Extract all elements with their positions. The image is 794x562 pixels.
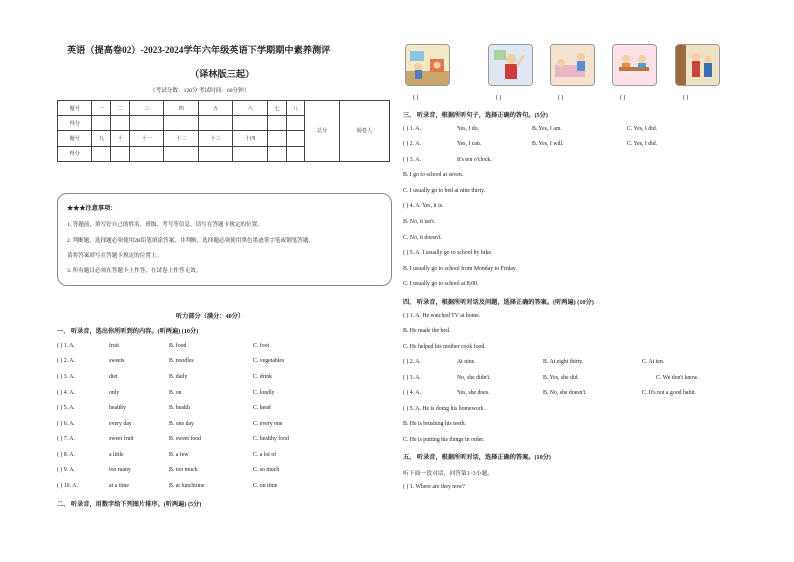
question-number[interactable]: ( ) 7. A.: [57, 436, 75, 442]
picture-blank[interactable]: ( ): [496, 95, 502, 101]
score-blank[interactable]: [267, 116, 286, 131]
score-table-total: 总分: [305, 101, 339, 162]
score-table-cell: 七: [267, 101, 286, 116]
picture-3: [550, 44, 595, 86]
option-c[interactable]: C. so much: [253, 467, 280, 473]
option-c[interactable]: C. We don't know.: [656, 375, 699, 381]
question-number[interactable]: ( ) 5. A.: [57, 405, 75, 411]
score-blank[interactable]: [164, 116, 198, 131]
option-a[interactable]: fruit: [109, 343, 119, 349]
option-b[interactable]: B. at lunchtime: [169, 483, 205, 489]
score-blank[interactable]: [198, 116, 232, 131]
score-table-cell: 九: [92, 131, 111, 146]
option-b[interactable]: B. I usually go to school from Monday to Friday.: [403, 266, 517, 272]
family-living-room-illustration: [406, 45, 449, 85]
score-blank[interactable]: [286, 116, 305, 131]
option-b[interactable]: B. He made the bed.: [403, 328, 451, 334]
notice-title: ★★★注意事项：: [67, 205, 117, 212]
score-blank: [286, 146, 305, 161]
option-b[interactable]: B. sweet food: [169, 436, 202, 442]
score-table-cell: 二: [111, 101, 130, 116]
option-b[interactable]: B. He is brushing his teeth.: [403, 421, 466, 427]
child-in-bed-illustration: [551, 45, 594, 85]
option-b[interactable]: B. a few: [169, 452, 189, 458]
option-a[interactable]: every day: [109, 421, 132, 427]
question-number[interactable]: ( ) 2. A.: [403, 141, 421, 147]
option-c[interactable]: C. At ten.: [642, 359, 665, 365]
option-c[interactable]: C. on time: [253, 483, 278, 489]
score-table-cell: 一: [92, 101, 111, 116]
option-b[interactable]: B. food: [169, 343, 187, 349]
option-c[interactable]: C. loudly: [253, 390, 275, 396]
score-table-cell: 十: [111, 131, 130, 146]
score-table-label: 题号: [58, 131, 92, 146]
score-table-cell: 八: [286, 101, 305, 116]
option-a[interactable]: sweets: [109, 358, 125, 364]
notice-box: [57, 193, 392, 286]
family-greeting-illustration: [676, 45, 719, 85]
option-a[interactable]: At nine.: [457, 359, 476, 365]
score-blank[interactable]: [92, 146, 111, 161]
score-table: [57, 100, 390, 162]
section4-title: 四、 听录音，根据所听对话及问题，选择正确的答案。(听两遍) (10分): [403, 299, 594, 306]
exam-subtitle: （译林版三起）: [190, 69, 255, 79]
section1-title: 一、 听录音，选出你所听到的内容。(听两遍) (10分): [57, 328, 199, 335]
score-table-cell: 六: [233, 101, 267, 116]
picture-5: [675, 44, 720, 86]
picture-2: [488, 44, 533, 86]
option-b[interactable]: B. No, it isn't.: [403, 219, 436, 225]
picture-1: [405, 44, 450, 86]
picture-blank[interactable]: ( ): [413, 95, 419, 101]
score-table-cell: 五: [198, 101, 232, 116]
question-line[interactable]: ( ) 1. A. He watched TV at home.: [403, 313, 481, 319]
score-blank: [267, 146, 286, 161]
score-table-cell: 四: [164, 101, 198, 116]
question-number[interactable]: ( ) 4. A.: [403, 390, 421, 396]
question-number[interactable]: ( ) 6. A.: [57, 421, 75, 427]
option-a[interactable]: No, she didn't.: [457, 375, 491, 381]
question-number[interactable]: ( ) 2. A.: [57, 358, 75, 364]
score-table-label: 题号: [58, 101, 92, 116]
picture-blank[interactable]: ( ): [683, 95, 689, 101]
listening-header: 听力部分（满分：40分）: [176, 313, 245, 320]
option-a[interactable]: sweet fruit: [109, 436, 134, 442]
option-b[interactable]: B. on: [169, 390, 182, 396]
option-a[interactable]: at a time: [109, 483, 129, 489]
option-c[interactable]: C. Yes, I did.: [627, 126, 658, 132]
option-b[interactable]: B. I go to school at seven.: [403, 172, 464, 178]
option-a[interactable]: healthy: [109, 405, 127, 411]
question-number[interactable]: ( ) 1. A.: [403, 126, 421, 132]
option-c[interactable]: C. vegetables: [253, 358, 285, 364]
question-line[interactable]: ( ) 5. A. I usually go to school by bike.: [403, 250, 493, 256]
notice-item: 2. 判断题、选择题必须使用2B铅笔填涂答案，非判断、选择题必须使用黑色墨迹签字笔或钢笔答题，: [67, 238, 315, 244]
score-table-reviewer: 阅卷人: [339, 101, 389, 162]
section3-title: 三、 听录音，根据所听句子，选择正确的答句。(5分): [403, 112, 548, 119]
question-line[interactable]: ( ) 4. A. Yes, it is.: [403, 203, 444, 209]
option-b[interactable]: B. Yes, I am.: [532, 126, 562, 132]
notice-item: 请将答案填写在答题卡规定的位置上。: [67, 253, 163, 259]
option-a[interactable]: too many: [109, 467, 131, 473]
option-a[interactable]: Yes, I can.: [457, 141, 482, 147]
exam-title: 英语（提高卷02）-2023-2024学年六年级英语下学期期中素养测评: [67, 45, 331, 55]
score-table-label: 得分: [58, 116, 92, 131]
option-b[interactable]: B. one day: [169, 421, 194, 427]
score-blank[interactable]: [129, 116, 163, 131]
option-c[interactable]: C. healthy food: [253, 436, 289, 442]
question-number[interactable]: ( ) 10. A.: [57, 483, 78, 489]
notice-item: 1. 答题前，填写好自己的姓名、班级、考号等信息，请写在答题卡规定的位置。: [67, 222, 263, 228]
score-table-cell: 三: [129, 101, 163, 116]
option-b[interactable]: B. Yes, I will.: [532, 141, 564, 147]
score-blank[interactable]: [198, 146, 232, 161]
option-c[interactable]: C. It's not a good habit.: [642, 390, 697, 396]
option-b[interactable]: B. daily: [169, 374, 188, 380]
score-blank[interactable]: [233, 146, 267, 161]
score-table-cell: 十一: [129, 131, 163, 146]
option-a[interactable]: a little: [109, 452, 124, 458]
picture-4: [612, 44, 657, 86]
list-item[interactable]: [57, 343, 75, 349]
score-table-cell: 十四: [233, 131, 267, 146]
question-number[interactable]: ( ) 3. A.: [403, 157, 421, 163]
picture-blank[interactable]: ( ): [558, 95, 564, 101]
score-blank[interactable]: [164, 146, 198, 161]
score-table-label: 得分: [58, 146, 92, 161]
section5-intro: 听下面一段对话，回答第1~3小题。: [403, 471, 494, 477]
option-c[interactable]: C. Yes, I did.: [627, 141, 658, 147]
option-a[interactable]: Yes, she does.: [457, 390, 490, 396]
option-a[interactable]: It's ten o'clock.: [457, 157, 492, 163]
question-number[interactable]: ( ) 4. A.: [57, 390, 75, 396]
score-table-cell: 十二: [164, 131, 198, 146]
option-c[interactable]: C. every one: [253, 421, 283, 427]
question-line[interactable]: ( ) 5. A. He is doing his homework.: [403, 406, 485, 412]
option-c[interactable]: C. drink: [253, 374, 273, 380]
option-c[interactable]: C. I usually go to school at 8:00.: [403, 281, 479, 287]
score-table-cell: 十三: [198, 131, 232, 146]
question-number[interactable]: ( ) 8. A.: [57, 452, 75, 458]
option-c[interactable]: C. foot: [253, 343, 270, 349]
exam-info: （考试分数：120分 考试时间：60分钟）: [150, 88, 250, 94]
question-number[interactable]: ( ) 3. A.: [57, 374, 75, 380]
notice-item: 3. 所有题目必须在答题卡上作答，在试卷上作答无效。: [67, 268, 202, 274]
section5-title: 五、 听录音，根据所听对话，选择正确的答案。(10分): [403, 454, 551, 461]
option-b[interactable]: B. At eight thirty.: [543, 359, 584, 365]
score-blank: [267, 131, 286, 146]
question-number[interactable]: ( ) 9. A.: [57, 467, 75, 473]
boy-waving-illustration: [489, 45, 532, 85]
score-blank[interactable]: [92, 116, 111, 131]
score-blank[interactable]: [233, 116, 267, 131]
kids-at-table-illustration: [613, 45, 656, 85]
picture-blank[interactable]: ( ): [620, 95, 626, 101]
option-a[interactable]: Yes, I do.: [457, 126, 479, 132]
score-blank[interactable]: [129, 146, 163, 161]
question-number[interactable]: ( ) 3. A.: [403, 375, 421, 381]
option-b[interactable]: B. Yes, she did.: [543, 375, 579, 381]
option-c[interactable]: C. head: [253, 405, 271, 411]
option-c[interactable]: C. No, it doesn't.: [403, 235, 443, 241]
option-c[interactable]: C. a lot of: [253, 452, 277, 458]
option-b[interactable]: B. noodles: [169, 358, 194, 364]
option-a[interactable]: diet: [109, 374, 118, 380]
question-line[interactable]: ( ) 1. Where are they now?: [403, 484, 465, 490]
option-c[interactable]: C. He is putting his things in order.: [403, 437, 485, 443]
option-c[interactable]: C. He helped his mother cook food.: [403, 344, 486, 350]
option-a[interactable]: only: [109, 390, 120, 396]
option-b[interactable]: B. health: [169, 405, 190, 411]
score-blank[interactable]: [111, 116, 130, 131]
option-b[interactable]: B. No, she doesn't.: [543, 390, 587, 396]
option-b[interactable]: B. too much: [169, 467, 198, 473]
question-number: ( ) 1. A.: [57, 343, 75, 349]
option-c[interactable]: C. I usually go to bed at nine thirty.: [403, 188, 486, 194]
section2-title: 二、 听录音，用数字给下列图片排序。(听两遍) (5分): [57, 501, 202, 508]
question-number[interactable]: ( ) 2. A.: [403, 359, 421, 365]
score-blank: [286, 131, 305, 146]
score-blank[interactable]: [111, 146, 130, 161]
